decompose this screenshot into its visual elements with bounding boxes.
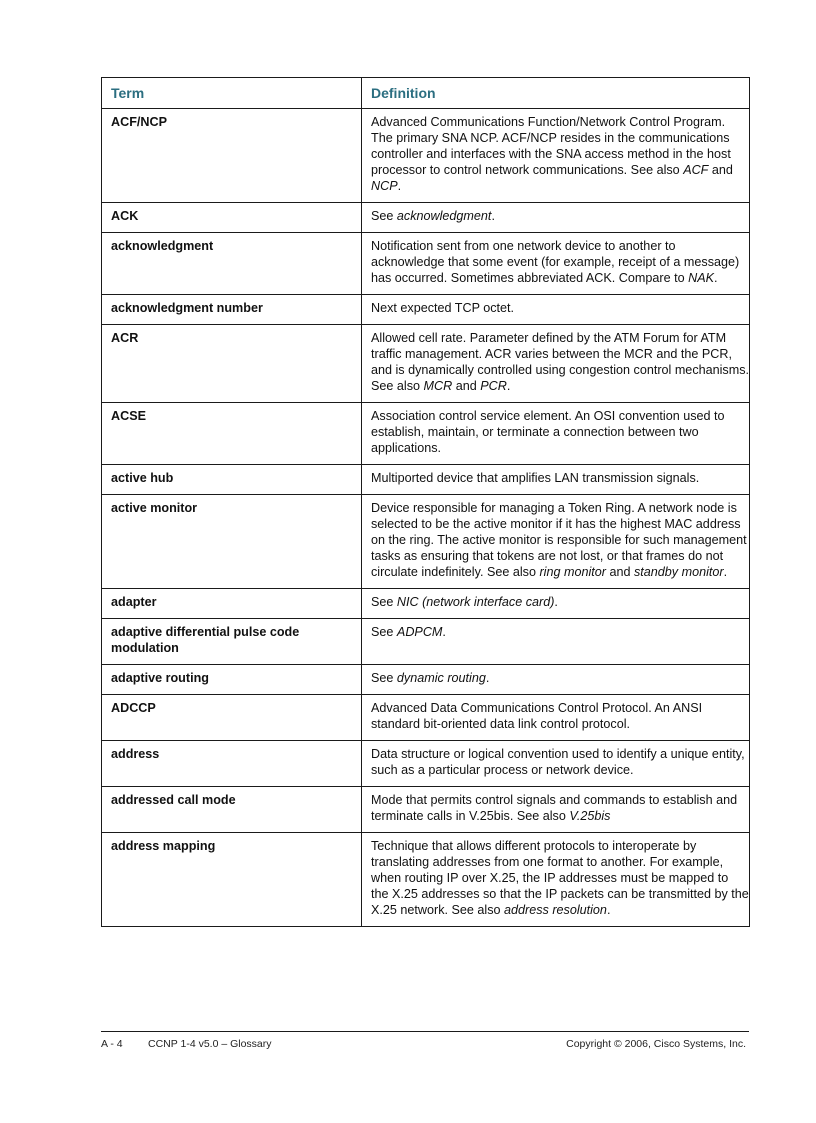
table-row xyxy=(102,787,750,833)
definition-text: Data structure or logical convention used to identify a unique entity, such as a particular process or network device. xyxy=(371,747,745,777)
term-cell: adaptive routing xyxy=(102,665,362,695)
table-row xyxy=(102,495,750,589)
copyright-notice: Copyright © 2006, Cisco Systems, Inc. xyxy=(566,1038,746,1050)
definition-cell xyxy=(362,233,750,295)
cross-reference: ADPCM xyxy=(396,625,443,639)
definition-text: . xyxy=(723,565,728,579)
term-cell: adapter xyxy=(102,589,362,619)
cross-reference: MCR xyxy=(423,379,453,393)
term-cell: addressed call mode xyxy=(102,787,362,833)
definition-text: See xyxy=(371,595,397,609)
table-row xyxy=(102,233,750,295)
term-column-header: Term xyxy=(102,78,362,109)
table-row xyxy=(102,741,750,787)
term-cell: ADCCP xyxy=(102,695,362,741)
definition-text: Advanced Communications Function/Network Control Program. The primary SNA NCP. ACF/NCP resides in the communications controller and interfaces with the SNA access method in the host processor to control network communications. See also xyxy=(371,115,731,177)
definition-text: Next expected TCP octet. xyxy=(371,301,515,315)
table-row xyxy=(102,695,750,741)
definition-text: See xyxy=(371,671,397,685)
definition-cell xyxy=(362,619,750,665)
footer-divider xyxy=(101,1031,749,1032)
cross-reference: standby monitor xyxy=(634,565,724,579)
definition-text: Allowed cell rate. Parameter defined by the ATM Forum for ATM traffic management. ACR varies between the MCR and the PCR, and is dynamically controlled using congestion control mechanisms. See also xyxy=(371,331,750,393)
definition-cell xyxy=(362,589,750,619)
definition-cell xyxy=(362,787,750,833)
definition-text: Mode that permits control signals and commands to establish and terminate calls in V.25bis. See also xyxy=(371,793,738,823)
term-cell: ACK xyxy=(102,203,362,233)
term-cell: acknowledgment number xyxy=(102,295,362,325)
term-cell: adaptive differential pulse code modulation xyxy=(102,619,362,665)
term-cell: active hub xyxy=(102,465,362,495)
cross-reference: ring monitor xyxy=(539,565,606,579)
definition-text: . xyxy=(442,625,446,639)
definition-text: Technique that allows different protocols to interoperate by translating addresses from one format to another. For example, when routing IP over X.25, the IP addresses must be mapped to the X.25 addresses so that the IP packets can be transmitted by the X.25 network. See also xyxy=(371,839,749,917)
definition-cell xyxy=(362,665,750,695)
table-row xyxy=(102,665,750,695)
term-cell: ACSE xyxy=(102,403,362,465)
definition-text: See xyxy=(371,625,397,639)
definition-text: Multiported device that amplifies LAN transmission signals. xyxy=(371,471,700,485)
definition-cell xyxy=(362,109,750,203)
term-cell: ACR xyxy=(102,325,362,403)
document-title: CCNP 1-4 v5.0 – Glossary xyxy=(148,1038,272,1050)
table-row xyxy=(102,109,750,203)
table-row xyxy=(102,325,750,403)
table-body xyxy=(102,109,750,927)
definition-text: . xyxy=(554,595,558,609)
definition-cell xyxy=(362,695,750,741)
term-cell: ACF/NCP xyxy=(102,109,362,203)
definition-text: . xyxy=(491,209,495,223)
term-cell: active monitor xyxy=(102,495,362,589)
table-row xyxy=(102,589,750,619)
cross-reference: PCR xyxy=(480,379,507,393)
table-row xyxy=(102,403,750,465)
term-cell: acknowledgment xyxy=(102,233,362,295)
definition-cell xyxy=(362,403,750,465)
term-cell: address mapping xyxy=(102,833,362,927)
table-row xyxy=(102,619,750,665)
cross-reference: dynamic routing xyxy=(396,671,486,685)
definition-text: Notification sent from one network device to another to acknowledge that some event (for example, receipt of a message) has occurred. Sometimes abbreviated ACK. Compare to xyxy=(371,239,740,285)
definition-text: . xyxy=(506,379,511,393)
definition-text: and xyxy=(605,565,634,579)
definition-cell xyxy=(362,833,750,927)
cross-reference: NCP xyxy=(371,179,398,193)
cross-reference: NAK xyxy=(688,271,715,285)
definition-text: . xyxy=(485,671,490,685)
cross-reference: address resolution xyxy=(504,903,607,917)
definition-cell xyxy=(362,495,750,589)
page-number: A - 4 xyxy=(101,1038,123,1050)
definition-text: . xyxy=(606,903,611,917)
definition-text: and xyxy=(708,163,733,177)
definition-cell xyxy=(362,465,750,495)
definition-cell xyxy=(362,741,750,787)
definition-text: Device responsible for managing a Token Ring. A network node is selected to be the active monitor if it has the highest MAC address on the ring. The active monitor is responsible for such management tasks as ensuring that tokens are not lost, or that frames do not circulate indefinitely. See also xyxy=(371,501,747,579)
table-row xyxy=(102,295,750,325)
definition-text: See xyxy=(371,209,397,223)
definition-text: . xyxy=(714,271,718,285)
definition-cell xyxy=(362,203,750,233)
glossary-table xyxy=(101,77,750,927)
definition-text: and xyxy=(452,379,481,393)
definition-cell xyxy=(362,295,750,325)
term-cell: address xyxy=(102,741,362,787)
table-row xyxy=(102,203,750,233)
table-row xyxy=(102,465,750,495)
cross-reference: acknowledgment xyxy=(396,209,492,223)
definition-text: . xyxy=(397,179,402,193)
cross-reference: ACF xyxy=(683,163,709,177)
definition-text: Advanced Data Communications Control Protocol. An ANSI standard bit-oriented data link control protocol. xyxy=(371,701,703,731)
cross-reference: V.25bis xyxy=(569,809,611,823)
definition-text: Association control service element. An OSI convention used to establish, maintain, or terminate a connection between two applications. xyxy=(371,409,725,455)
table-header-row xyxy=(102,78,750,109)
table-row xyxy=(102,833,750,927)
cross-reference: NIC (network interface card) xyxy=(396,595,555,609)
definition-cell xyxy=(362,325,750,403)
definition-column-header: Definition xyxy=(362,78,750,109)
